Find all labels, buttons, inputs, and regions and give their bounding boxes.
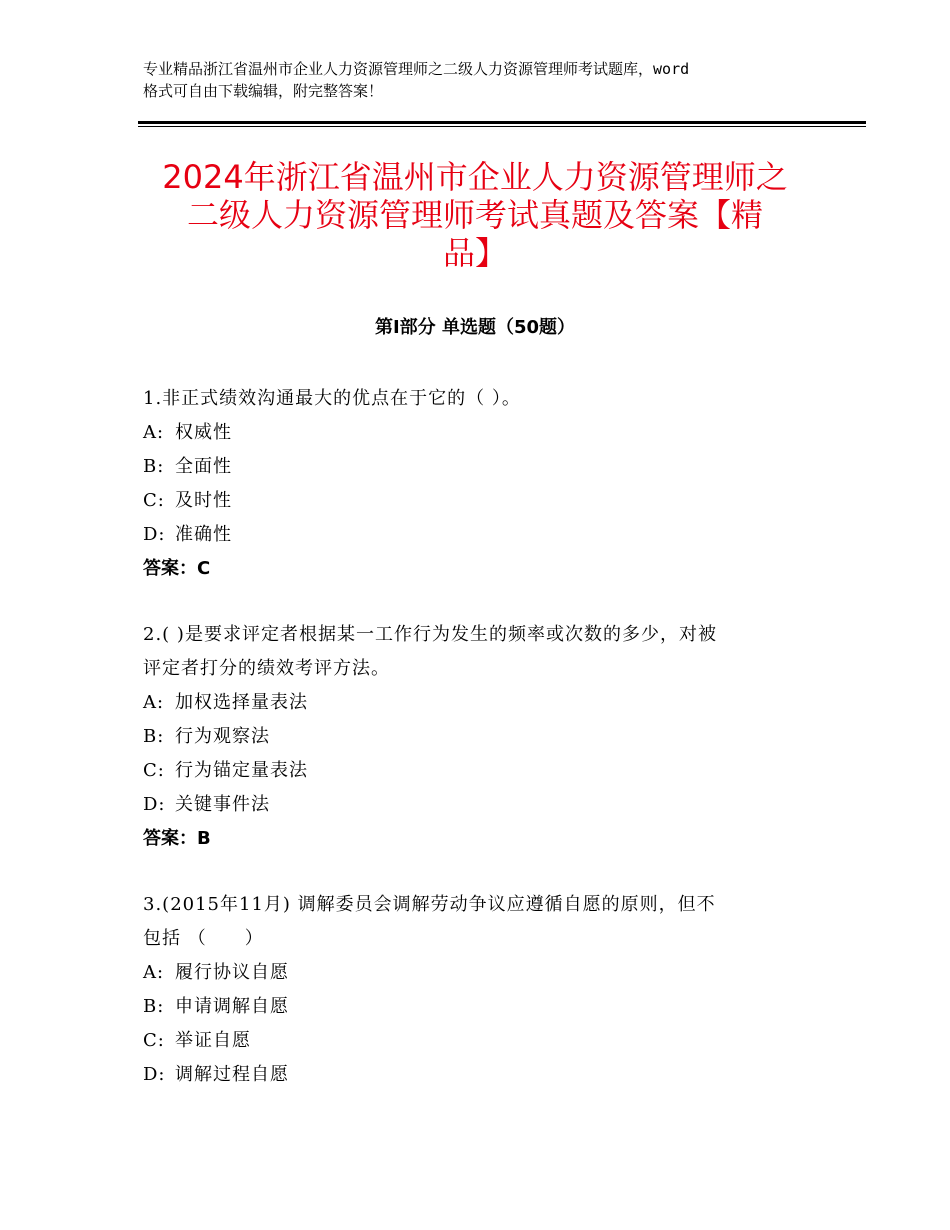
question-2 xyxy=(143,618,813,856)
question-3-option-d xyxy=(143,1058,813,1092)
option-letter: B: xyxy=(143,996,165,1017)
option-text: 及时性 xyxy=(175,490,232,511)
question-3-option-a xyxy=(143,956,813,990)
question-2-option-d xyxy=(143,788,813,822)
question-2-option-c xyxy=(143,754,813,788)
header-note-line-1: 专业精品浙江省温州市企业人力资源管理师之二级人力资源管理师考试题库，word xyxy=(143,60,690,78)
option-letter: A: xyxy=(143,692,165,713)
header-note-line-2: 格式可自由下载编辑，附完整答案！ xyxy=(143,82,384,100)
question-3-option-c xyxy=(143,1024,813,1058)
option-text: 关键事件法 xyxy=(175,794,270,815)
question-1 xyxy=(143,382,813,586)
option-letter: D: xyxy=(143,794,166,815)
question-2-stem-line-1: 2.( )是要求评定者根据某一工作行为发生的频率或次数的多少，对被 xyxy=(143,624,717,645)
option-letter: A: xyxy=(143,962,165,983)
option-text: 举证自愿 xyxy=(175,1030,251,1051)
option-letter: D: xyxy=(143,1064,166,1085)
question-2-stem-line-2: 评定者打分的绩效考评方法。 xyxy=(143,658,390,679)
title-line-3: 品】 xyxy=(442,234,507,272)
option-text: 调解过程自愿 xyxy=(175,1064,289,1085)
question-1-answer: 答案：C xyxy=(143,558,211,579)
header-divider-thick xyxy=(138,121,866,124)
option-text: 全面性 xyxy=(175,456,232,477)
section-heading: 第Ⅰ部分 单选题（50题） xyxy=(374,317,575,338)
question-2-option-b xyxy=(143,720,813,754)
option-letter: C: xyxy=(143,1030,165,1051)
question-3-stem-line-1: 3.(2015年11月) 调解委员会调解劳动争议应遵循自愿的原则，但不 xyxy=(143,894,716,915)
question-1-option-b xyxy=(143,450,813,484)
option-text: 加权选择量表法 xyxy=(175,692,308,713)
option-text: 准确性 xyxy=(175,524,232,545)
question-3-stem-line-2: 包括 （ ） xyxy=(143,928,264,949)
option-text: 权威性 xyxy=(175,422,232,443)
question-1-stem: 1.非正式绩效沟通最大的优点在于它的（ ）。 xyxy=(143,388,521,409)
option-text: 履行协议自愿 xyxy=(175,962,289,983)
option-letter: B: xyxy=(143,726,165,747)
option-letter: C: xyxy=(143,760,165,781)
option-letter: A: xyxy=(143,422,165,443)
question-3-option-b xyxy=(143,990,813,1024)
header-divider-thin xyxy=(138,126,866,127)
question-3 xyxy=(143,888,813,1092)
option-letter: B: xyxy=(143,456,165,477)
option-letter: D: xyxy=(143,524,166,545)
question-1-option-a xyxy=(143,416,813,450)
question-1-option-d xyxy=(143,518,813,552)
header-note xyxy=(143,58,823,102)
option-letter: C: xyxy=(143,490,165,511)
question-list xyxy=(143,382,813,1124)
option-text: 行为锚定量表法 xyxy=(175,760,308,781)
document-title xyxy=(120,158,830,272)
question-2-answer: 答案：B xyxy=(143,828,211,849)
question-1-option-c xyxy=(143,484,813,518)
option-text: 申请调解自愿 xyxy=(175,996,289,1017)
question-2-option-a xyxy=(143,686,813,720)
title-line-1: 2024年浙江省温州市企业人力资源管理师之 xyxy=(162,158,788,196)
title-line-2: 二级人力资源管理师考试真题及答案【精 xyxy=(186,196,763,234)
option-text: 行为观察法 xyxy=(175,726,270,747)
